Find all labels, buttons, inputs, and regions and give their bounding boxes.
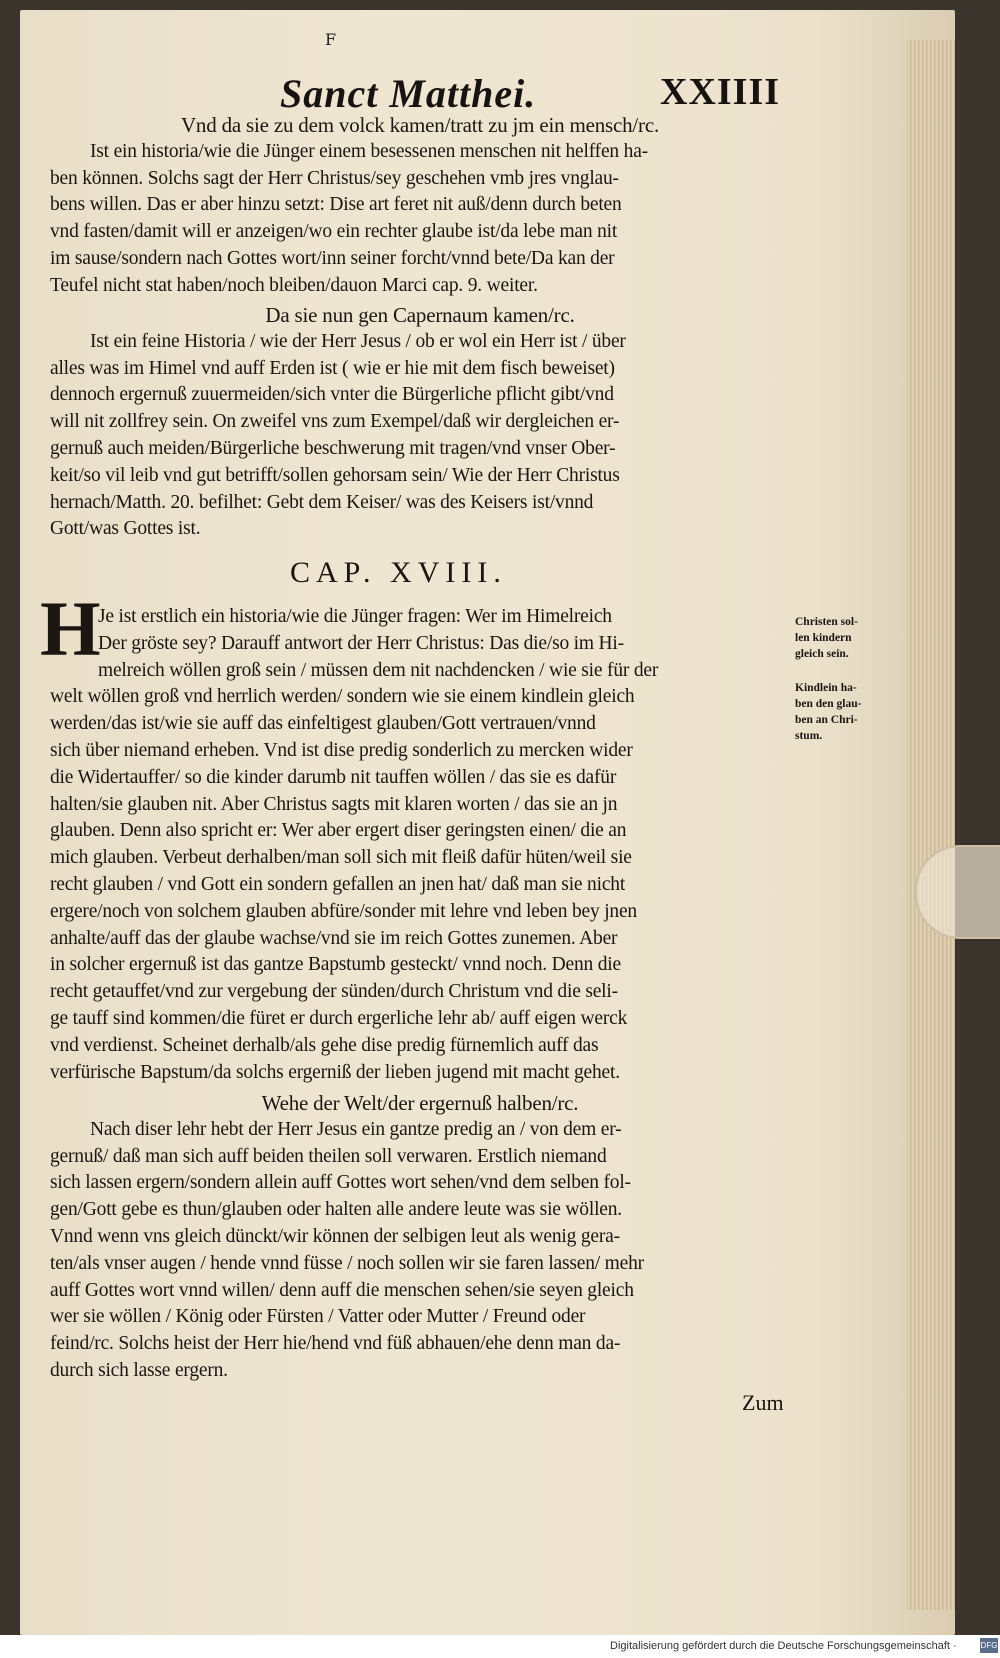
text-line: ge tauff sind kommen/die füret er durch ergerliche lehr ab/ auff eigen werck <box>50 1007 628 1029</box>
page-edge <box>907 40 955 1610</box>
text-line: sich lassen ergern/sondern allein auff Gottes wort sehen/vnd dem selben fol- <box>50 1172 631 1194</box>
section-heading: Vnd da sie zu dem volck kamen/tratt zu jm ein mensch/rc. <box>180 113 660 137</box>
text-line: dennoch ergernuß zuuermeiden/sich vnter die Bürgerliche pflicht gibt/vnd <box>50 384 614 406</box>
text-line: Je ist erstlich ein historia/wie die Jünger fragen: Wer im Himelreich <box>98 606 612 627</box>
signature-mark: F <box>325 30 337 49</box>
text-line: sich über niemand erheben. Vnd ist dise predig sonderlich zu mercken wider <box>50 739 633 761</box>
footer-bar <box>0 1635 1000 1658</box>
text-line: Ist ein feine Historia / wie der Herr Jesus / ob er wol ein Herr ist / über <box>90 330 626 352</box>
text-line: anhalte/auff das der glaube wachse/vnd sie im reich Gottes zunemen. Aber <box>50 927 618 949</box>
folio-number: XXIIII <box>660 71 781 113</box>
text-line: die Widertauffer/ so die kinder darumb nit tauffen wöllen / das sie es dafür <box>50 766 617 788</box>
running-title: Sanct Matthei. <box>280 71 537 116</box>
section-3 <box>50 1090 790 1385</box>
section-1 <box>50 112 790 300</box>
margin-note-line: ben den glau- <box>795 698 862 710</box>
chapter-body <box>50 604 790 1086</box>
margin-note-line: stum. <box>795 730 823 742</box>
margin-note-line: len kindern <box>795 632 852 644</box>
text-line: melreich wöllen groß sein / müssen dem nit nachdencken / wie sie für der <box>98 659 659 681</box>
section-heading: Da sie nun gen Capernaum kamen/rc. <box>265 303 575 327</box>
section-2 <box>50 302 790 543</box>
text-line: feind/rc. Solchs heist der Herr hie/hend vnd füß abhauen/ehe denn man da- <box>50 1333 621 1355</box>
text-line: Nach diser lehr hebt der Herr Jesus ein gantze predig an / von dem er- <box>90 1118 622 1140</box>
text-line: ben können. Solchs sagt der Herr Christus/sey geschehen vmb jres vnglau- <box>50 167 619 189</box>
text-line: keit/so vil leib vnd gut betrifft/sollen gehorsam sein/ Wie der Herr Christus <box>50 464 620 486</box>
text-line: halten/sie glauben nit. Aber Christus sagts mit klaren worten / das sie an jn <box>50 793 618 815</box>
text-line: mich glauben. Verbeut derhalben/man soll sich mit fleiß dafür hüten/weil sie <box>50 847 632 869</box>
text-line: auff Gottes wort vnnd willen/ denn auff die menschen sehen/sie seyen gleich <box>50 1279 634 1301</box>
margin-note-line: ben an Chri- <box>795 714 858 726</box>
text-line: ergere/noch von solchem glauben abfüre/sonder mit lehre vnd leben bey jnen <box>50 900 637 922</box>
text-line: ten/als vnser augen / hende vnnd füsse / noch sollen wir sie faren lassen/ mehr <box>50 1252 644 1274</box>
text-line: alles was im Himel vnd auff Erden ist ( wie er hie mit dem fisch beweiset) <box>50 357 615 379</box>
drop-cap: H <box>40 585 101 672</box>
margin-note-line: gleich sein. <box>795 648 849 660</box>
text-line: wer sie wöllen / König oder Fürsten / Vatter oder Mutter / Freund oder <box>50 1306 586 1328</box>
footer-credit: Digitalisierung gefördert durch die Deutsche Forschungsgemeinschaft · <box>610 1640 957 1652</box>
text-line: recht glauben / vnd Gott ein sondern gefallen an jnen hat/ daß man sie nicht <box>50 873 626 895</box>
section-heading: Wehe der Welt/der ergernuß halben/rc. <box>261 1091 579 1115</box>
text-line: bens willen. Das er aber hinzu setzt: Dise art feret nit auß/denn durch beten <box>50 194 622 216</box>
text-line: in solcher ergernuß ist das gantze Bapstumb gesteckt/ vnnd noch. Denn die <box>50 954 621 976</box>
text-line: Teufel nicht stat haben/noch bleiben/dauon Marci cap. 9. weiter. <box>50 274 538 296</box>
text-line: Der gröste sey? Darauff antwort der Herr Christus: Das die/so im Hi- <box>98 632 624 654</box>
bookmark-tab <box>915 845 1000 939</box>
text-line: werden/das ist/wie sie auff das einfeltigest glauben/Gott vertrauen/vnnd <box>50 713 596 735</box>
text-line: vnd verdienst. Scheinet derhalb/als gehe dise predig fürnemlich auff das <box>50 1034 599 1056</box>
margin-note-1 <box>795 614 895 662</box>
text-line: will nit zollfrey sein. On zweifel vns zum Exempel/daß wir dergleichen er- <box>50 411 620 433</box>
text-line: im sause/sondern nach Gottes wort/inn seiner forcht/vnnd bete/Da kan der <box>50 247 615 269</box>
text-line: vnd fasten/damit will er anzeigen/wo ein rechter glaube ist/da lebe man nit <box>50 221 618 243</box>
margin-note-line: Christen sol- <box>795 616 858 628</box>
text-line: gernuß auch meiden/Bürgerliche beschwerung mit tragen/vnd vnser Ober- <box>50 437 616 459</box>
text-line: hernach/Matth. 20. befilhet: Gebt dem Keiser/ was des Keisers ist/vnnd <box>50 491 594 513</box>
text-line: Gott/was Gottes ist. <box>50 518 201 540</box>
text-line: gernuß/ daß man sich auff beiden theilen soll verwaren. Erstlich niemand <box>50 1145 607 1167</box>
dfg-logo: DFG <box>980 1638 998 1653</box>
chapter-title: CAP. XVIII. <box>290 556 507 589</box>
text-line: verfürische Bapstum/da solchs ergerniß der lieben jugend mit macht gehet. <box>50 1061 620 1083</box>
margin-note-2 <box>795 680 895 744</box>
text-line: Vnnd wenn vns gleich dünckt/wir können der selbigen leut als wenig gera- <box>50 1225 620 1247</box>
catchword: Zum <box>742 1390 784 1415</box>
margin-note-line: Kindlein ha- <box>795 682 857 694</box>
text-line: Ist ein historia/wie die Jünger einem besessenen menschen nit helffen ha- <box>90 140 648 162</box>
text-line: recht getauffet/vnd zur vergebung der sünden/durch Christum vnd die seli- <box>50 981 618 1003</box>
text-line: welt wöllen groß vnd herrlich werden/ sondern wie sie einem kindlein gleich <box>50 686 635 708</box>
text-line: glauben. Denn also spricht er: Wer aber ergert diser geringsten einen/ die an <box>50 820 627 842</box>
text-line: durch sich lasse ergern. <box>50 1359 228 1381</box>
text-line: gen/Gott gebe es thun/glauben oder halten alle andere leute was sie wöllen. <box>50 1199 622 1221</box>
